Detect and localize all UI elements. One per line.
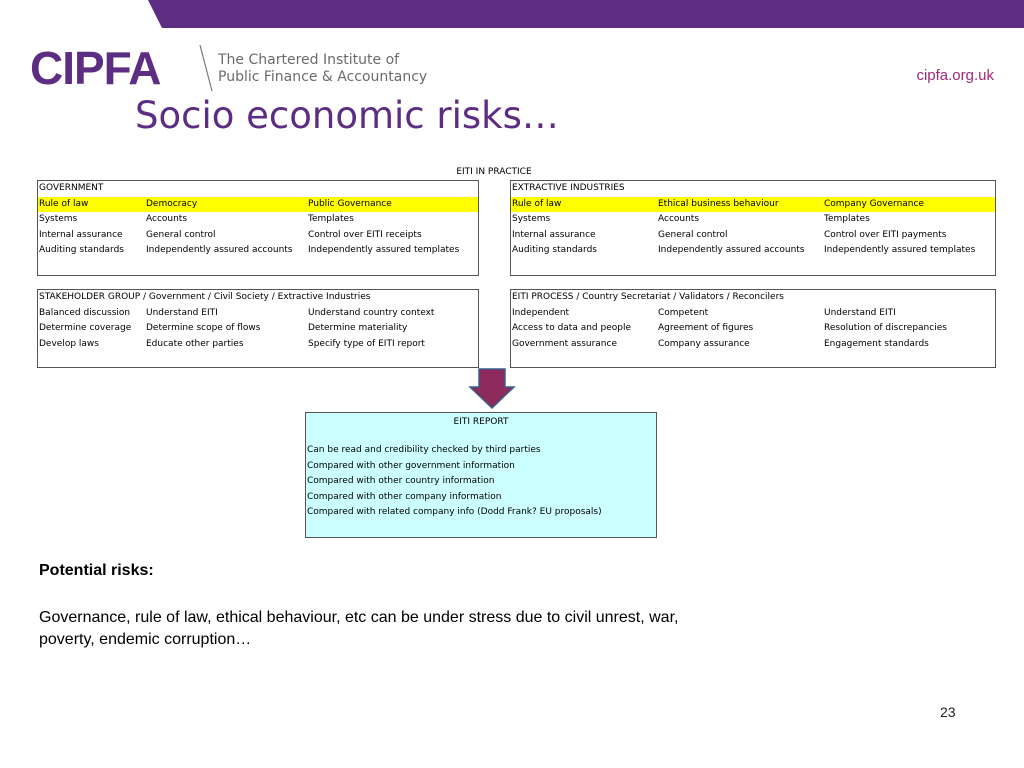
table-cell: Engagement standards [824, 338, 929, 349]
table-cell: Balanced discussion [39, 307, 131, 318]
logo-tagline [218, 52, 427, 86]
table-cell: Determine scope of flows [146, 323, 261, 333]
extractive-industries-panel [510, 180, 996, 276]
cipfa-logo [30, 43, 430, 95]
government-panel [37, 180, 479, 276]
table-cell: Democracy [146, 198, 198, 209]
table-cell: Understand country context [308, 307, 435, 318]
table-cell: Specify type of EITI report [308, 338, 425, 349]
table-row [511, 212, 995, 228]
table-cell: Auditing standards [512, 245, 597, 255]
table-row [511, 306, 995, 322]
table-cell: Independently assured accounts [658, 245, 805, 255]
table-cell: Internal assurance [39, 229, 123, 240]
table-cell: Understand EITI [146, 307, 218, 318]
risks-heading: Potential risks: [39, 562, 154, 579]
table-cell: Understand EITI [824, 307, 896, 318]
table-cell: Independently assured templates [824, 245, 976, 255]
table-cell: Auditing standards [39, 245, 124, 255]
table-cell: Ethical business behaviour [658, 198, 779, 209]
table-cell: Determine materiality [308, 323, 408, 333]
panel-header: EITI PROCESS / Country Secretariat / Validators / Reconcilers [512, 292, 784, 302]
panel-header: STAKEHOLDER GROUP / Government / Civil Society / Extractive Industries [39, 292, 371, 302]
panel-header: EXTRACTIVE INDUSTRIES [512, 183, 625, 193]
eiti-report-box [305, 412, 657, 538]
eiti-process-panel [510, 289, 996, 368]
table-cell: Rule of law [39, 198, 89, 209]
table-cell: Accounts [146, 214, 188, 224]
table-cell: Accounts [658, 214, 700, 224]
table-row [38, 212, 478, 228]
highlight-row [38, 197, 478, 213]
table-row [38, 228, 478, 244]
table-row [511, 228, 995, 244]
table-cell: Government assurance [512, 338, 617, 349]
logo-tagline-line2: Public Finance & Accountancy [218, 69, 428, 85]
logo-divider [198, 45, 214, 93]
table-cell: Control over EITI payments [824, 229, 947, 240]
table-cell: Company Governance [824, 198, 924, 209]
table-cell: Templates [824, 214, 870, 224]
table-cell: Resolution of discrepancies [824, 323, 947, 333]
site-url: cipfa.org.uk [916, 67, 994, 84]
table-cell: Access to data and people [512, 323, 631, 333]
table-cell: Company assurance [658, 338, 750, 349]
risks-body: Governance, rule of law, ethical behaviour, etc can be under stress due to civil unrest, war, poverty, endemic corruption… [39, 609, 679, 648]
table-cell: Templates [308, 214, 354, 224]
table-cell: Determine coverage [39, 323, 132, 333]
table-cell: Agreement of figures [658, 323, 754, 333]
table-cell: Competent [658, 307, 709, 318]
table-cell: Educate other parties [146, 338, 244, 349]
table-row [38, 321, 478, 337]
table-cell: Independently assured templates [308, 245, 460, 255]
logo-mark: CIPFA [30, 42, 161, 94]
table-row [38, 306, 478, 322]
list-item: Compared with other government information [307, 460, 515, 471]
diagram-caption: EITI IN PRACTICE [456, 167, 532, 177]
panel-header: GOVERNMENT [39, 183, 104, 193]
table-row [38, 243, 478, 259]
table-cell: Independently assured accounts [146, 245, 293, 255]
report-list [306, 443, 656, 521]
list-item: Compared with other company information [307, 491, 502, 502]
table-cell: Rule of law [512, 198, 562, 209]
page-title: Socio economic risks… [135, 94, 559, 137]
table-row [511, 321, 995, 337]
list-item: Compared with related company info (Dodd Frank? EU proposals) [307, 507, 602, 517]
report-title: EITI REPORT [453, 417, 509, 427]
logo-tagline-line1: The Chartered Institute of [218, 52, 400, 68]
list-item: Compared with other country information [307, 476, 495, 486]
list-item: Can be read and credibility checked by third parties [307, 445, 541, 455]
stakeholder-group-panel [37, 289, 479, 368]
table-row [511, 337, 995, 353]
down-arrow-icon [466, 367, 518, 411]
table-cell: Systems [512, 214, 551, 224]
table-cell: General control [146, 229, 216, 240]
table-cell: General control [658, 229, 728, 240]
table-cell: Public Governance [308, 198, 392, 209]
table-row [511, 243, 995, 259]
table-cell: Control over EITI receipts [308, 229, 422, 240]
table-row [38, 337, 478, 353]
highlight-row [511, 197, 995, 213]
table-cell: Develop laws [39, 338, 99, 349]
page-number: 23 [940, 704, 956, 720]
table-cell: Systems [39, 214, 78, 224]
table-cell: Independent [512, 307, 570, 318]
header-band [0, 0, 1024, 28]
table-cell: Internal assurance [512, 229, 596, 240]
